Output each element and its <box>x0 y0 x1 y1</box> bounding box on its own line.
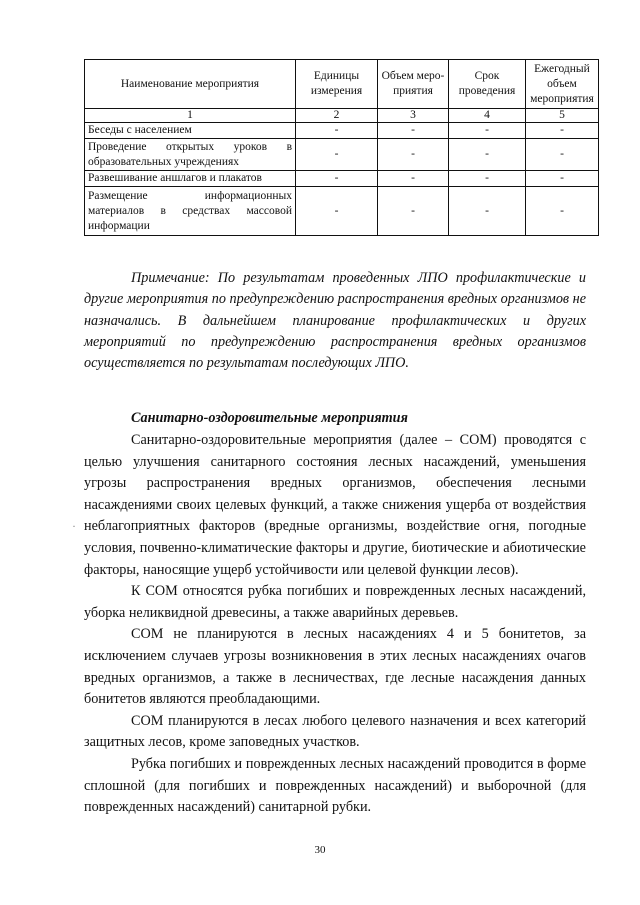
row-value: - <box>296 171 378 187</box>
row-value: - <box>378 171 449 187</box>
paragraph: К СОМ относятся рубка погибших и поврежденных лесных насаждений, уборка неликвидной древесины, а также аварийных деревьев. <box>84 583 586 621</box>
paragraph: Санитарно-оздоровительные мероприятия (далее – СОМ) проводятся с целью улучшения санитарного состояния лесных насаждений, уменьшения угрозы распространения вредных организмов, обеспечения лесными насаждениями своих целевых функций, а также снижения ущерба от воздействия неблагоприятных факторов (вредные организмы, воздействие огня, погодные условия, почвенно-климатические факторы и другие, биотические и абиотические факторы, наносящие ущерб устойчивости или целевой функции лесов). <box>84 432 586 578</box>
row-value: - <box>449 123 526 139</box>
table-row <box>85 123 599 139</box>
row-name: Развешивание аншлагов и плакатов <box>85 171 296 187</box>
paragraph: СОМ не планируются в лесных насаждениях 4 и 5 бонитетов, за исключением случаев угрозы возникновения в этих лесных насаждениях очагов вредных организмов, а также в лесничествах, где лесные насаждения данных бонитетов являются преобладающими. <box>84 626 586 708</box>
paragraph: СОМ планируются в лесах любого целевого назначения и всех категорий защитных лесов, кроме заповедных участков. <box>84 712 586 751</box>
header-cell-units: Единицы измерения <box>296 60 378 109</box>
row-value: - <box>296 187 378 236</box>
header-cell-annual-volume: Ежегодный объем мероприятия <box>526 60 599 109</box>
column-number: 4 <box>449 109 526 123</box>
row-value: - <box>449 171 526 187</box>
section-title: Санитарно-оздоровительные мероприятия <box>131 410 408 426</box>
margin-mark: · <box>72 519 76 533</box>
header-cell-term: Срок проведения <box>449 60 526 109</box>
row-name: Проведение открытых уроков в образовательных учреждениях <box>85 139 296 171</box>
row-value: - <box>378 139 449 171</box>
row-value: - <box>296 123 378 139</box>
paragraph: Рубка погибших и поврежденных лесных насаждений проводится в форме сплошной (для погибших и поврежденных насаждений) и выборочной (для поврежденных насаждений) санитарной рубки. <box>84 755 586 816</box>
row-value: - <box>526 171 599 187</box>
row-value: - <box>449 187 526 236</box>
row-value: - <box>526 123 599 139</box>
column-number: 2 <box>296 109 378 123</box>
body-text <box>84 430 586 819</box>
table-row <box>85 139 599 171</box>
row-value: - <box>449 139 526 171</box>
header-cell-name: Наименование мероприятия <box>85 60 296 109</box>
column-number: 1 <box>85 109 296 123</box>
table-row <box>85 171 599 187</box>
row-value: - <box>526 187 599 236</box>
table-row <box>85 187 599 236</box>
measures-table <box>84 59 599 236</box>
row-value: - <box>378 123 449 139</box>
column-number: 5 <box>526 109 599 123</box>
page-number: 30 <box>314 844 326 856</box>
column-number-row <box>85 109 599 123</box>
row-name: Размещение информационных материалов в средствах массовой информации <box>85 187 296 236</box>
table-header-row <box>85 60 599 109</box>
row-value: - <box>378 187 449 236</box>
column-number: 3 <box>378 109 449 123</box>
note-paragraph: Примечание: По результатам проведенных ЛПО профилактические и другие мероприятия по предупреждению распространения вредных организмов не назначались. В дальнейшем планирование профилактических и других мероприятий по предупреждению распространения вредных организмов осуществляется по результатам последующих ЛПО. <box>84 270 586 372</box>
row-name: Беседы с населением <box>85 123 296 139</box>
header-cell-volume: Объем меро-приятия <box>378 60 449 109</box>
row-value: - <box>526 139 599 171</box>
row-value: - <box>296 139 378 171</box>
